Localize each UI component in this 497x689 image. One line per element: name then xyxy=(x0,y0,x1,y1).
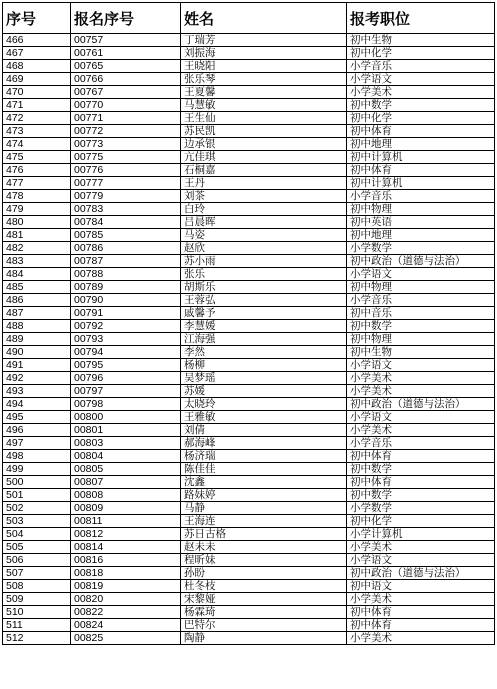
position-cell: 小学音乐 xyxy=(347,437,495,450)
registration-number-cell: 00793 xyxy=(71,333,181,346)
position-cell: 初中数学 xyxy=(347,489,495,502)
table-row xyxy=(3,203,495,216)
position-cell: 初中化学 xyxy=(347,515,495,528)
serial-number-cell: 484 xyxy=(3,268,71,281)
position-cell: 初中化学 xyxy=(347,112,495,125)
table-row xyxy=(3,580,495,593)
serial-number-cell: 490 xyxy=(3,346,71,359)
table-row xyxy=(3,99,495,112)
name-cell: 刘振海 xyxy=(181,47,347,60)
serial-number-cell: 507 xyxy=(3,567,71,580)
table-row xyxy=(3,112,495,125)
registration-number-cell: 00791 xyxy=(71,307,181,320)
position-cell: 初中数学 xyxy=(347,463,495,476)
name-cell: 王夏馨 xyxy=(181,86,347,99)
position-cell: 初中体育 xyxy=(347,619,495,632)
registration-number-cell: 00761 xyxy=(71,47,181,60)
registration-number-cell: 00814 xyxy=(71,541,181,554)
position-cell: 小学数学 xyxy=(347,242,495,255)
serial-number-cell: 480 xyxy=(3,216,71,229)
name-cell: 程昕妹 xyxy=(181,554,347,567)
name-cell: 孙盼 xyxy=(181,567,347,580)
name-cell: 沈鑫 xyxy=(181,476,347,489)
registration-number-cell: 00789 xyxy=(71,281,181,294)
registration-number-cell: 00818 xyxy=(71,567,181,580)
table-row xyxy=(3,606,495,619)
serial-number-cell: 471 xyxy=(3,99,71,112)
position-cell: 初中物理 xyxy=(347,333,495,346)
name-cell: 刘倩 xyxy=(181,424,347,437)
registration-number-cell: 00805 xyxy=(71,463,181,476)
name-cell: 马姿 xyxy=(181,229,347,242)
table-row xyxy=(3,489,495,502)
serial-number-cell: 509 xyxy=(3,593,71,606)
registration-number-cell: 00800 xyxy=(71,411,181,424)
position-cell: 初中体育 xyxy=(347,450,495,463)
position-cell: 初中政治（道德与法治） xyxy=(347,398,495,411)
table-body xyxy=(3,34,495,645)
registration-number-cell: 00808 xyxy=(71,489,181,502)
table-row xyxy=(3,177,495,190)
serial-number-cell: 475 xyxy=(3,151,71,164)
registration-number-cell: 00803 xyxy=(71,437,181,450)
name-cell: 江海强 xyxy=(181,333,347,346)
name-cell: 杜冬枝 xyxy=(181,580,347,593)
name-cell: 吕晨晖 xyxy=(181,216,347,229)
registration-number-cell: 00822 xyxy=(71,606,181,619)
serial-number-cell: 512 xyxy=(3,632,71,645)
name-cell: 苏媛 xyxy=(181,385,347,398)
serial-number-cell: 487 xyxy=(3,307,71,320)
serial-number-cell: 500 xyxy=(3,476,71,489)
registration-number-cell: 00788 xyxy=(71,268,181,281)
position-cell: 初中体育 xyxy=(347,476,495,489)
table-row xyxy=(3,307,495,320)
position-cell: 初中语文 xyxy=(347,580,495,593)
name-cell: 王蓉弘 xyxy=(181,294,347,307)
table-row xyxy=(3,554,495,567)
position-cell: 小学美术 xyxy=(347,593,495,606)
serial-number-cell: 508 xyxy=(3,580,71,593)
table-header xyxy=(3,3,495,34)
table-row xyxy=(3,385,495,398)
position-cell: 小学计算机 xyxy=(347,528,495,541)
table-row xyxy=(3,255,495,268)
table-row xyxy=(3,34,495,47)
name-cell: 宋黎娅 xyxy=(181,593,347,606)
table-row xyxy=(3,190,495,203)
position-cell: 初中物理 xyxy=(347,281,495,294)
name-cell: 亢佳琪 xyxy=(181,151,347,164)
serial-number-cell: 506 xyxy=(3,554,71,567)
table-row xyxy=(3,151,495,164)
serial-number-cell: 474 xyxy=(3,138,71,151)
registration-number-cell: 00819 xyxy=(71,580,181,593)
position-cell: 小学美术 xyxy=(347,86,495,99)
table-row xyxy=(3,398,495,411)
registration-number-cell: 00757 xyxy=(71,34,181,47)
table-row xyxy=(3,281,495,294)
registration-number-cell: 00809 xyxy=(71,502,181,515)
serial-number-cell: 498 xyxy=(3,450,71,463)
table-row xyxy=(3,60,495,73)
name-cell: 路妹婷 xyxy=(181,489,347,502)
position-cell: 小学音乐 xyxy=(347,60,495,73)
serial-number-cell: 489 xyxy=(3,333,71,346)
table-row xyxy=(3,411,495,424)
name-cell: 王生仙 xyxy=(181,112,347,125)
serial-number-cell: 466 xyxy=(3,34,71,47)
name-cell: 刘茶 xyxy=(181,190,347,203)
header-position: 报考职位 xyxy=(347,3,495,34)
table-row xyxy=(3,346,495,359)
serial-number-cell: 504 xyxy=(3,528,71,541)
registration-number-cell: 00773 xyxy=(71,138,181,151)
name-cell: 马静 xyxy=(181,502,347,515)
name-cell: 王雅敏 xyxy=(181,411,347,424)
registration-number-cell: 00772 xyxy=(71,125,181,138)
position-cell: 初中化学 xyxy=(347,47,495,60)
registration-number-cell: 00797 xyxy=(71,385,181,398)
position-cell: 初中地理 xyxy=(347,138,495,151)
position-cell: 初中体育 xyxy=(347,164,495,177)
serial-number-cell: 486 xyxy=(3,294,71,307)
table-row xyxy=(3,372,495,385)
registration-number-cell: 00812 xyxy=(71,528,181,541)
position-cell: 初中生物 xyxy=(347,346,495,359)
name-cell: 吴梦瑶 xyxy=(181,372,347,385)
position-cell: 初中物理 xyxy=(347,203,495,216)
registration-number-cell: 00801 xyxy=(71,424,181,437)
position-cell: 小学美术 xyxy=(347,541,495,554)
registration-number-cell: 00775 xyxy=(71,151,181,164)
position-cell: 小学数学 xyxy=(347,502,495,515)
serial-number-cell: 488 xyxy=(3,320,71,333)
serial-number-cell: 493 xyxy=(3,385,71,398)
name-cell: 王海连 xyxy=(181,515,347,528)
name-cell: 王丹 xyxy=(181,177,347,190)
serial-number-cell: 482 xyxy=(3,242,71,255)
registration-number-cell: 00794 xyxy=(71,346,181,359)
serial-number-cell: 501 xyxy=(3,489,71,502)
serial-number-cell: 467 xyxy=(3,47,71,60)
serial-number-cell: 502 xyxy=(3,502,71,515)
position-cell: 小学语文 xyxy=(347,268,495,281)
registration-number-cell: 00786 xyxy=(71,242,181,255)
table-row xyxy=(3,463,495,476)
table-row xyxy=(3,632,495,645)
position-cell: 初中政治（道德与法治） xyxy=(347,255,495,268)
table-row xyxy=(3,359,495,372)
table-row xyxy=(3,333,495,346)
position-cell: 初中计算机 xyxy=(347,151,495,164)
registration-number-cell: 00804 xyxy=(71,450,181,463)
table-row xyxy=(3,450,495,463)
serial-number-cell: 495 xyxy=(3,411,71,424)
position-cell: 初中计算机 xyxy=(347,177,495,190)
name-cell: 张乐 xyxy=(181,268,347,281)
table-row xyxy=(3,125,495,138)
position-cell: 小学美术 xyxy=(347,424,495,437)
registration-number-cell: 00820 xyxy=(71,593,181,606)
position-cell: 小学语文 xyxy=(347,411,495,424)
position-cell: 小学语文 xyxy=(347,73,495,86)
registration-number-cell: 00795 xyxy=(71,359,181,372)
registration-number-cell: 00779 xyxy=(71,190,181,203)
position-cell: 小学音乐 xyxy=(347,190,495,203)
position-cell: 初中体育 xyxy=(347,606,495,619)
name-cell: 苏小雨 xyxy=(181,255,347,268)
registration-number-cell: 00796 xyxy=(71,372,181,385)
position-cell: 小学美术 xyxy=(347,372,495,385)
name-cell: 边承银 xyxy=(181,138,347,151)
registration-number-cell: 00783 xyxy=(71,203,181,216)
serial-number-cell: 478 xyxy=(3,190,71,203)
serial-number-cell: 494 xyxy=(3,398,71,411)
serial-number-cell: 503 xyxy=(3,515,71,528)
table-row xyxy=(3,216,495,229)
name-cell: 丁瑞芳 xyxy=(181,34,347,47)
serial-number-cell: 510 xyxy=(3,606,71,619)
table-row xyxy=(3,268,495,281)
name-cell: 郝海峰 xyxy=(181,437,347,450)
header-registration-number: 报名序号 xyxy=(71,3,181,34)
serial-number-cell: 470 xyxy=(3,86,71,99)
table-row xyxy=(3,424,495,437)
name-cell: 赵未未 xyxy=(181,541,347,554)
table-row xyxy=(3,294,495,307)
name-cell: 戚馨予 xyxy=(181,307,347,320)
name-cell: 苏民凯 xyxy=(181,125,347,138)
position-cell: 初中音乐 xyxy=(347,307,495,320)
serial-number-cell: 481 xyxy=(3,229,71,242)
registration-number-cell: 00784 xyxy=(71,216,181,229)
header-name: 姓名 xyxy=(181,3,347,34)
serial-number-cell: 477 xyxy=(3,177,71,190)
registration-number-cell: 00767 xyxy=(71,86,181,99)
serial-number-cell: 505 xyxy=(3,541,71,554)
serial-number-cell: 499 xyxy=(3,463,71,476)
registration-number-cell: 00824 xyxy=(71,619,181,632)
registration-number-cell: 00771 xyxy=(71,112,181,125)
table-row xyxy=(3,528,495,541)
serial-number-cell: 468 xyxy=(3,60,71,73)
table-row xyxy=(3,593,495,606)
position-cell: 小学语文 xyxy=(347,554,495,567)
position-cell: 小学音乐 xyxy=(347,294,495,307)
table-row xyxy=(3,164,495,177)
name-cell: 巴特尔 xyxy=(181,619,347,632)
registration-number-cell: 00777 xyxy=(71,177,181,190)
position-cell: 初中数学 xyxy=(347,320,495,333)
registration-number-cell: 00766 xyxy=(71,73,181,86)
table-row xyxy=(3,73,495,86)
registration-number-cell: 00770 xyxy=(71,99,181,112)
name-cell: 苏日古格 xyxy=(181,528,347,541)
serial-number-cell: 476 xyxy=(3,164,71,177)
position-cell: 初中生物 xyxy=(347,34,495,47)
serial-number-cell: 479 xyxy=(3,203,71,216)
table-row xyxy=(3,476,495,489)
name-cell: 李慧媛 xyxy=(181,320,347,333)
position-cell: 初中政治（道德与法治） xyxy=(347,567,495,580)
table-row xyxy=(3,541,495,554)
serial-number-cell: 496 xyxy=(3,424,71,437)
serial-number-cell: 511 xyxy=(3,619,71,632)
position-cell: 初中体育 xyxy=(347,125,495,138)
table-row xyxy=(3,437,495,450)
serial-number-cell: 473 xyxy=(3,125,71,138)
registration-number-cell: 00790 xyxy=(71,294,181,307)
serial-number-cell: 485 xyxy=(3,281,71,294)
registration-number-cell: 00798 xyxy=(71,398,181,411)
registration-number-cell: 00776 xyxy=(71,164,181,177)
name-cell: 太晓玲 xyxy=(181,398,347,411)
position-cell: 小学美术 xyxy=(347,632,495,645)
registration-number-cell: 00816 xyxy=(71,554,181,567)
registration-number-cell: 00807 xyxy=(71,476,181,489)
serial-number-cell: 469 xyxy=(3,73,71,86)
registration-number-cell: 00765 xyxy=(71,60,181,73)
position-cell: 小学语文 xyxy=(347,359,495,372)
table-row xyxy=(3,242,495,255)
registration-number-cell: 00787 xyxy=(71,255,181,268)
registration-number-cell: 00792 xyxy=(71,320,181,333)
name-cell: 杨济瑞 xyxy=(181,450,347,463)
name-cell: 白玲 xyxy=(181,203,347,216)
position-cell: 初中地理 xyxy=(347,229,495,242)
position-cell: 初中英语 xyxy=(347,216,495,229)
name-cell: 胡斯乐 xyxy=(181,281,347,294)
serial-number-cell: 472 xyxy=(3,112,71,125)
name-cell: 李然 xyxy=(181,346,347,359)
name-cell: 杨霖琦 xyxy=(181,606,347,619)
table-row xyxy=(3,567,495,580)
registration-number-cell: 00811 xyxy=(71,515,181,528)
registration-number-cell: 00785 xyxy=(71,229,181,242)
name-cell: 马慧敏 xyxy=(181,99,347,112)
registration-number-cell: 00825 xyxy=(71,632,181,645)
table-row xyxy=(3,619,495,632)
table-row xyxy=(3,515,495,528)
header-serial-number: 序号 xyxy=(3,3,71,34)
name-cell: 张乐琴 xyxy=(181,73,347,86)
name-cell: 陶静 xyxy=(181,632,347,645)
name-cell: 陈佳佳 xyxy=(181,463,347,476)
table-row xyxy=(3,138,495,151)
serial-number-cell: 492 xyxy=(3,372,71,385)
table-row xyxy=(3,320,495,333)
name-cell: 赵欣 xyxy=(181,242,347,255)
position-cell: 小学美术 xyxy=(347,385,495,398)
table-row xyxy=(3,502,495,515)
candidate-table xyxy=(2,2,495,645)
table-row xyxy=(3,86,495,99)
serial-number-cell: 497 xyxy=(3,437,71,450)
serial-number-cell: 491 xyxy=(3,359,71,372)
table-row xyxy=(3,229,495,242)
name-cell: 杨柳 xyxy=(181,359,347,372)
position-cell: 初中数学 xyxy=(347,99,495,112)
name-cell: 石桐嘉 xyxy=(181,164,347,177)
table-row xyxy=(3,47,495,60)
serial-number-cell: 483 xyxy=(3,255,71,268)
name-cell: 王晓阳 xyxy=(181,60,347,73)
header-row xyxy=(3,3,495,34)
